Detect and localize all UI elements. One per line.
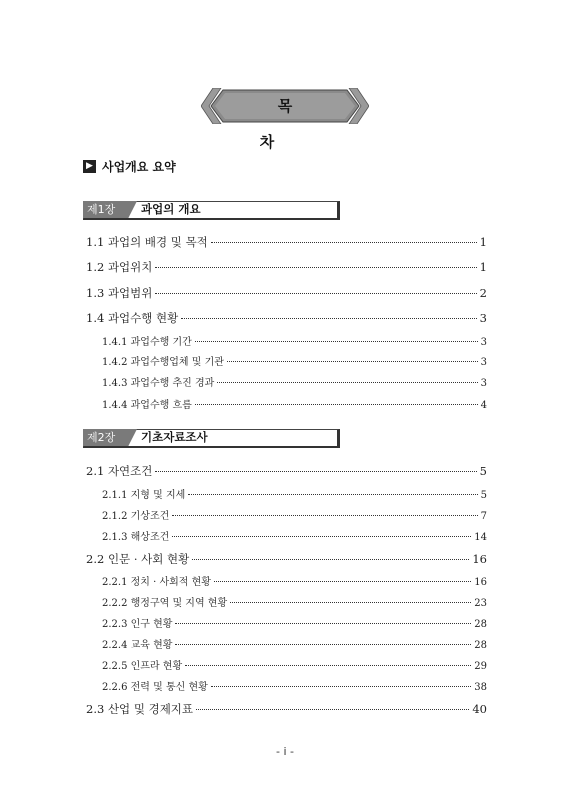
toc-entry[interactable]: 2.1.2 기상조건 7 (102, 511, 487, 522)
toc-entry[interactable]: 2.1.3 해상조건 14 (102, 532, 487, 543)
chapter-name: 과업의 개요 (141, 202, 201, 216)
toc-entry[interactable]: 1.3 과업범위 2 (86, 286, 487, 300)
summary-heading (83, 157, 176, 175)
toc-entry[interactable]: 1.1 과업의 배경 및 목적 1 (86, 235, 487, 249)
chapter-number: 제2장 (87, 431, 116, 444)
toc-entry[interactable]: 1.4.4 과업수행 흐름 4 (102, 400, 487, 411)
toc-entry[interactable]: 1.4.3 과업수행 추진 경과 3 (102, 378, 487, 389)
toc-title-banner (201, 88, 369, 151)
toc-entry[interactable]: 2.2.2 행정구역 및 지역 현황 23 (102, 598, 487, 609)
summary-label: 사업개요 요약 (102, 159, 176, 174)
toc-entry[interactable]: 2.2.3 인구 현황 28 (102, 619, 487, 630)
toc-entry[interactable]: 1.2 과업위치 1 (86, 260, 487, 274)
toc-entry[interactable]: 1.4.1 과업수행 기간 3 (102, 337, 487, 348)
arrow-right-icon: ▶ (83, 160, 96, 173)
toc-entry[interactable]: 2.2.6 전력 및 통신 현황 38 (102, 682, 487, 693)
toc-entry[interactable]: 2.2 인문 · 사회 현황 16 (86, 552, 487, 566)
toc-entry[interactable]: 1.4 과업수행 현황 3 (86, 311, 487, 325)
chapter-name: 기초자료조사 (141, 430, 208, 444)
chapter-heading-2 (83, 429, 338, 447)
toc-entry[interactable]: 2.1.1 지형 및 지세 5 (102, 490, 487, 501)
toc-entry[interactable]: 1.4.2 과업수행업체 및 기관 3 (102, 357, 487, 368)
page-title: 목 차 (259, 97, 329, 151)
toc-entry[interactable]: 2.2.5 인프라 현황 29 (102, 661, 487, 672)
toc-entry[interactable]: 2.2.1 정치 · 사회적 현황 16 (102, 577, 487, 588)
toc-entry[interactable]: 2.3 산업 및 경제지표 40 (86, 702, 487, 716)
chapter-heading-1 (83, 201, 338, 219)
chapter-number: 제1장 (87, 203, 116, 216)
toc-entry[interactable]: 2.1 자연조건 5 (86, 464, 487, 478)
toc-entry[interactable]: 2.2.4 교육 현황 28 (102, 640, 487, 651)
page-number: - i - (276, 745, 294, 758)
